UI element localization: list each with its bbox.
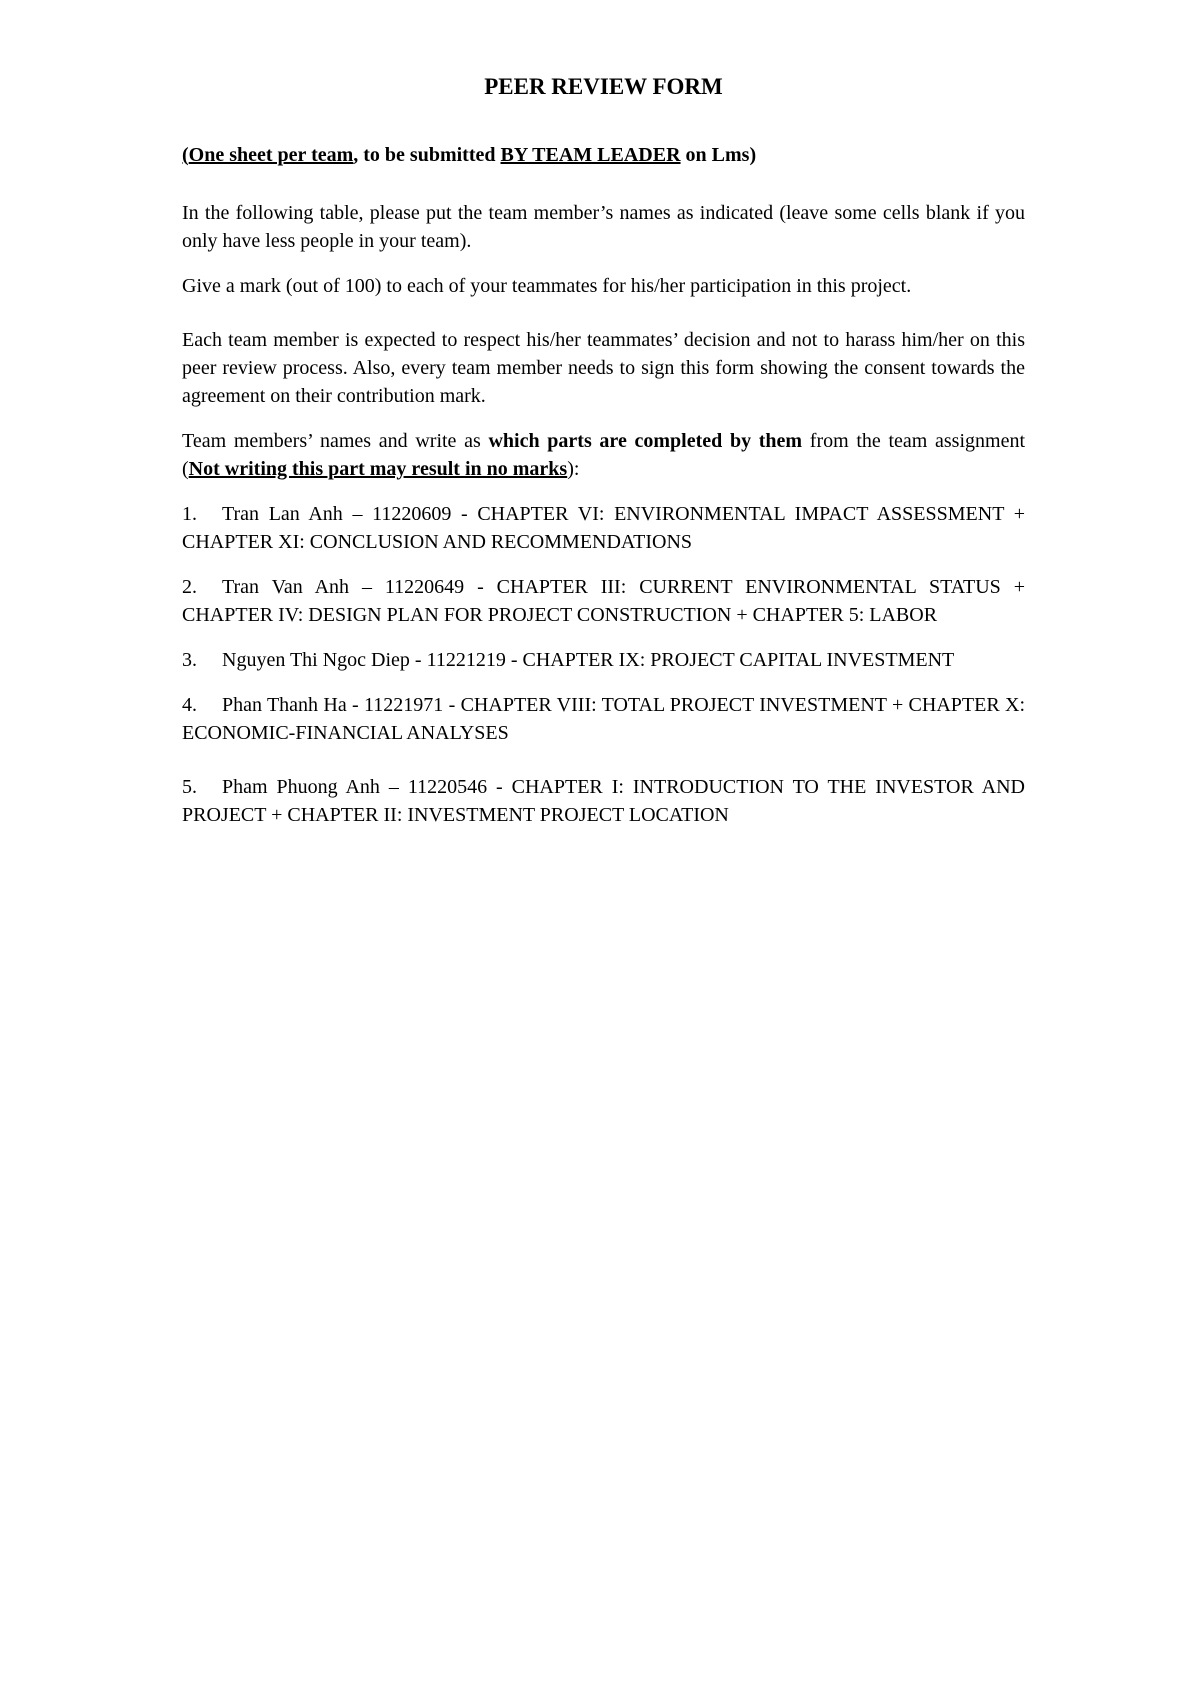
paragraph-table-instructions: In the following table, please put the team member’s names as indicated (leave some cells blank if you only have less people in your team). <box>182 202 1025 252</box>
member-item <box>182 773 1025 829</box>
member-number: 1. <box>182 503 197 525</box>
paragraph-members-instruction <box>182 427 1025 483</box>
subtitle-middle: , to be submitted <box>353 144 501 166</box>
member-text: Nguyen Thi Ngoc Diep - 11221219 - CHAPTER IX: PROJECT CAPITAL INVESTMENT <box>222 649 955 671</box>
member-item <box>182 646 1025 674</box>
member-number: 2. <box>182 576 197 598</box>
member-text: Pham Phuong Anh – 11220546 - CHAPTER I: INTRODUCTION TO THE INVESTOR AND PROJECT + CHAPTER II: INVESTMENT PROJECT LOCATION <box>182 776 1025 826</box>
member-text: Tran Lan Anh – 11220609 - CHAPTER VI: ENVIRONMENTAL IMPACT ASSESSMENT + CHAPTER XI: CONCLUSION AND RECOMMENDATIONS <box>182 503 1025 553</box>
instruction-end: ): <box>567 458 580 480</box>
member-number: 3. <box>182 649 197 671</box>
subtitle-open-paren: ( <box>182 144 189 166</box>
document-subtitle <box>182 141 1025 169</box>
paragraph-respect: Each team member is expected to respect his/her teammates’ decision and not to harass him/her on this peer review process. Also, every team member needs to sign this form showing the consent towards the agreement on their contribution mark. <box>182 329 1025 407</box>
paragraph-give-mark: Give a mark (out of 100) to each of your teammates for his/her participation in this project. <box>182 275 912 297</box>
instruction-bold: which parts are completed by them <box>488 430 803 452</box>
instruction-mid: from the team assignment ( <box>182 430 1026 480</box>
member-number: 5. <box>182 776 197 798</box>
instruction-warning: Not writing this part may result in no marks <box>188 458 568 480</box>
member-item <box>182 691 1025 747</box>
member-number: 4. <box>182 694 197 716</box>
member-text: Tran Van Anh – 11220649 - CHAPTER III: CURRENT ENVIRONMENTAL STATUS + CHAPTER IV: DESIGN PLAN FOR PROJECT CONSTRUCTION + CHAPTER 5: LABOR <box>182 576 1025 626</box>
subtitle-one-sheet: One sheet per team <box>188 144 354 166</box>
subtitle-end: on Lms) <box>680 144 757 166</box>
instruction-pre: Team members’ names and write as <box>182 430 489 452</box>
document-title: PEER REVIEW FORM <box>484 74 723 99</box>
member-item <box>182 500 1025 556</box>
subtitle-by-team-leader: BY TEAM LEADER <box>500 144 681 166</box>
member-text: Phan Thanh Ha - 11221971 - CHAPTER VIII: TOTAL PROJECT INVESTMENT + CHAPTER X: ECONOMIC-FINANCIAL ANALYSES <box>182 694 1025 744</box>
member-item <box>182 573 1025 629</box>
document-content <box>182 72 1025 846</box>
